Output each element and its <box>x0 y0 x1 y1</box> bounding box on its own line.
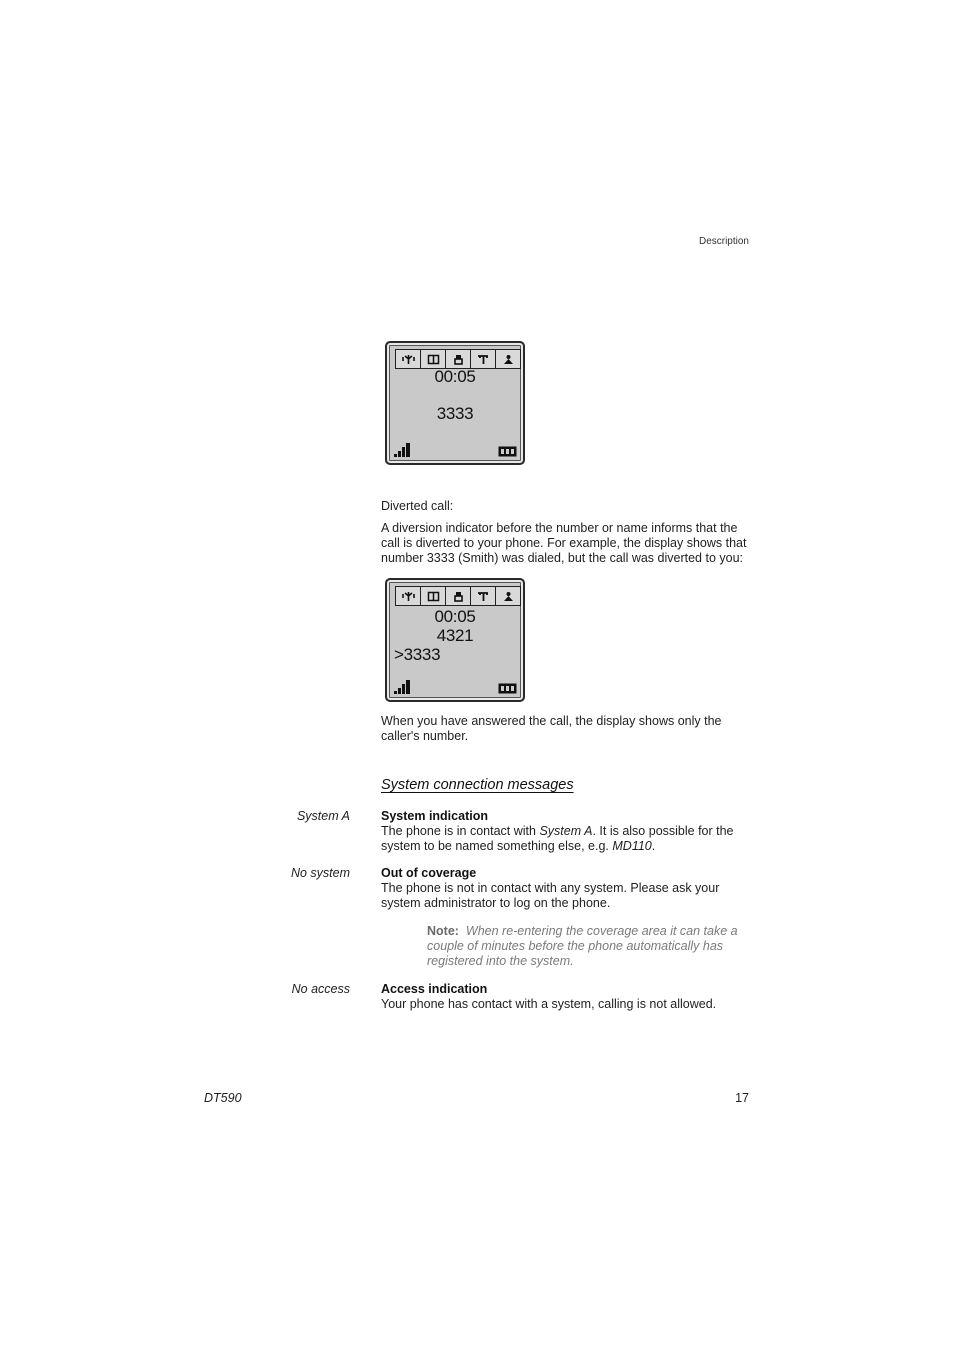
battery-icon <box>498 683 518 694</box>
system-name: System A <box>539 824 593 838</box>
antenna-icon <box>396 350 421 368</box>
footer-model: DT590 <box>204 1091 242 1105</box>
phone-display-connected <box>385 341 525 465</box>
phone-handset-icon <box>471 350 496 368</box>
signal-strength-icon <box>394 678 414 694</box>
access-indication-text: Your phone has contact with a system, calling is not allowed. <box>381 997 717 1011</box>
system-indication-text <box>381 824 751 854</box>
phonebook-icon <box>421 587 446 605</box>
phonebook-icon <box>421 350 446 368</box>
out-of-coverage-text: The phone is not in contact with any system. Please ask your system administrator to log on the phone. <box>381 881 720 910</box>
display-number: 3333 <box>436 404 474 423</box>
display-caller-number: 4321 <box>436 626 474 645</box>
system-indication-block <box>381 809 751 854</box>
battery-icon <box>498 446 518 457</box>
antenna-icon <box>396 587 421 605</box>
diverted-call-label: Diverted call: <box>381 499 454 513</box>
diverted-call-paragraph: A diversion indicator before the number or name informs that the call is diverted to your phone. For example, the display shows that number 3333 (Smith) was dialed, but the call was diverted to you: <box>381 521 747 565</box>
out-of-coverage-block <box>381 866 751 911</box>
example-system-name: MD110 <box>612 839 652 853</box>
answered-paragraph: When you have answered the call, the display shows only the caller's number. <box>381 714 722 743</box>
person-icon <box>446 587 471 605</box>
text-part: . <box>651 839 656 853</box>
section-heading: System connection messages <box>381 777 574 793</box>
signal-strength-icon <box>394 441 414 457</box>
running-header: Description <box>698 236 749 247</box>
access-indication-title: Access indication <box>381 982 488 996</box>
display-time: 00:05 <box>434 367 476 386</box>
display-icon-bar <box>395 349 521 369</box>
note-text: When re-entering the coverage area it can take a couple of minutes before the phone automatically has registered into the system. <box>427 924 738 968</box>
text-part: The phone is in contact with <box>381 824 540 838</box>
coverage-note <box>427 924 747 969</box>
note-label: Note: <box>427 924 459 938</box>
person-icon <box>446 350 471 368</box>
phone-display-diverted <box>385 578 525 702</box>
side-label-system-a: System A <box>296 809 350 823</box>
display-diverted-number: >3333 <box>394 645 441 664</box>
out-of-coverage-title: Out of coverage <box>381 866 477 880</box>
side-label-no-system: No system <box>290 866 350 880</box>
side-label-no-access: No access <box>291 982 350 996</box>
text-part: . It is also possible for the system to be named something else, e.g. <box>381 824 734 853</box>
page-number: 17 <box>735 1091 749 1105</box>
menu-person-icon <box>496 587 520 605</box>
display-time: 00:05 <box>434 607 476 626</box>
display-icon-bar <box>395 586 521 606</box>
access-indication-block <box>381 982 751 1012</box>
system-indication-title: System indication <box>381 809 488 823</box>
menu-person-icon <box>496 350 520 368</box>
phone-handset-icon <box>471 587 496 605</box>
